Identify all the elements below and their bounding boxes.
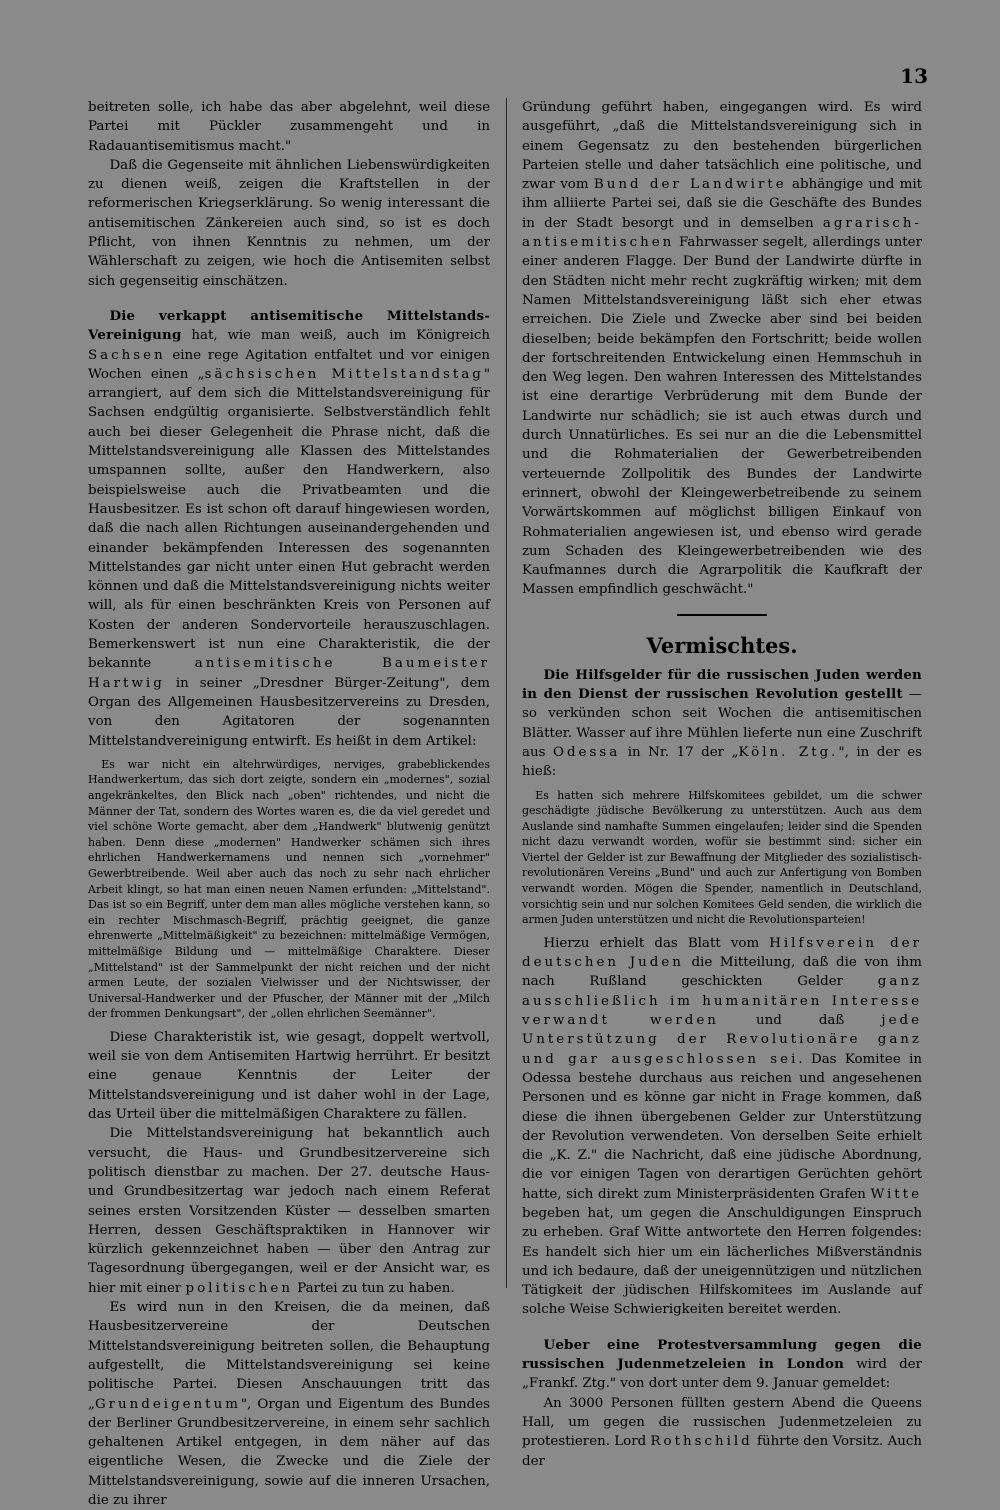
paragraph: Die Hilfsgelder für die russischen Juden werden in den Dienst der russischen Revolution gestellt — so verkünden schon seit Wochen die antisemitischen Blätter. Wasser auf ihre Mühlen lieferte nun eine Zuschrift aus Odessa in Nr. 17 der „Köln. Ztg.", in der es hieß: bbox=[522, 666, 923, 780]
article-heading: Die verkappt antisemitische Mittelstands-Vereinigung bbox=[88, 307, 490, 344]
paragraph: Hierzu erhielt das Blatt vom Hilfsverein der deutschen Juden die Mitteilung, daß die von ihm nach Rußland geschickten Gelder ganz ausschließlich im humanitären Interesse verwandt werden und daß jede Unterstützung der Revolutionäre ganz und gar ausgeschlossen sei. Das Komitee in Odessa bestehe durchaus aus reichen und angesehenen Personen und es könne gar nicht in Frage kommen, daß diese die ihnen übergebenen Gelder zur Unterstützung der Revolution verwendeten. Von derselben Seite erhielt die „K. Z." die Nachricht, daß eine jüdische Abordnung, die vor einigen Tagen von derartigen Gerüchten gehört hatte, sich direkt zum Ministerpräsidenten Grafen Witte begeben hat, um gegen die Anschuldigungen Einspruch zu erheben. Graf Witte antwortete den Herren folgendes: Es handelt sich hier um ein lächerliches Mißverständnis und ich bedaure, daß der uneigennützigen und nützlichen Tätigkeit der jüdischen Hilfskomitees im Auslande auf solche Weise Schwierigkeiten bereitet werden. bbox=[522, 935, 922, 1318]
quoted-excerpt: Es hatten sich mehrere Hilfskomitees gebildet, um die schwer geschädigte jüdische Bevölkerung zu unterstützen. Auch aus dem Auslande sind namhafte Summen eingelaufen; leider sind die Spenden nicht dazu verwandt worden, wofür sie bestimmt sind: sicher ein Viertel der Gelder ist zur Bewaffnung der Mitglieder des sozialistisch-revolutionären Vereins „Bund" und auch zur Anfertigung von Bomben verwandt worden. Mögen die Spender, namentlich in Deutschland, vorsichtig sein und nur solchen Komitees Geld senden, die wirklich die armen Juden unterstützen und nicht die Revolutionsparteien! bbox=[522, 788, 922, 927]
page-number: 13 bbox=[900, 64, 928, 88]
section-title: Vermischtes. bbox=[646, 632, 798, 658]
paragraph: Ueber eine Protestversammlung gegen die russischen Judenmetzeleien in London wird der „Frankf. Ztg." von dort unter dem 9. Januar gemeldet: bbox=[522, 1336, 922, 1392]
paragraph: An 3000 Personen füllten gestern Abend die Queens Hall, um gegen die russischen Judenmetzeleien zu protestieren. Lord Rothschild führte den Vorsitz. Auch der bbox=[522, 1395, 922, 1469]
left-column bbox=[88, 98, 490, 1510]
paragraph: Gründung geführt haben, eingegangen wird. Es wird ausgeführt, „daß die Mittelstandsvereinigung sich in einem Gegensatz zu den bestehenden bürgerlichen Parteien stelle und daher tatsächlich eine politische, und zwar vom Bund der Landwirte abhängige und mit ihm alliierte Partei sei, daß sie die Geschäfte des Bundes in der Stadt besorgt und in demselben agrarisch-antisemitischen Fahrwasser segelt, allerdings unter einer anderen Flagge. Der Bund der Landwirte dürfte in den Städten nicht mehr recht zugkräftig wirken; mit dem Namen Mittelstandsvereinigung läßt sich eher etwas erreichen. Die Ziele und Zwecke aber sind bei beiden dieselben; beide bekämpfen den Fortschritt; beide wollen der fortschreitenden Entwickelung einen Hemmschuh in den Weg legen. Den wahren Interessen des Mittelstandes ist eine derartige Verbrüderung mit dem Bunde der Landwirte nur schädlich; sie ist auch etwas durch und durch Unnatürliches. Es sei nur an die die Lebensmittel und die Rohmaterialien der Gewerbetreibenden verteuernde Zollpolitik des Bundes der Landwirte erinnert, obwohl der Kleingewerbetreibende zu seinem Vorwärtskommen auf möglichst billigen Einkauf von Rohmaterialien angewiesen ist, und ebenso wird gerade zum Schaden des Kleingewerbetreibenden wie des Kaufmannes durch die Agrarpolitik die Kaufkraft der Massen empfindlich geschwächt." bbox=[522, 100, 923, 598]
article-heading: Ueber eine Protestversammlung gegen die russischen Judenmetzeleien in London bbox=[522, 1336, 922, 1373]
paragraph: Die verkappt antisemitische Mittelstands-Vereinigung hat, wie man weiß, auch im Königreich Sachsen eine rege Agitation entfaltet und vor einigen Wochen einen „sächsischen Mittelstandstag" arrangiert, auf dem sich die Mittelstandsvereinigung für Sachsen endgültig organisierte. Selbstverständlich fehlt auch bei dieser Gelegenheit die Phrase nicht, daß die Mittelstandsvereinigung alle Klassen des Mittelstandes umspannen sollte, außer den Handwerkern, also beispielsweise auch die Privatbeamten und die Hausbesitzer. Es ist schon oft darauf hingewiesen worden, daß die nach allen Richtungen auseinandergehenden und einander bekämpfenden Interessen des sogenannten Mittelstandes gar nicht unter einen Hut gebracht werden können und daß die Mittelstandsvereinigung nichts weiter will, als für einen beschränkten Kreis von Personen auf Kosten der anderen Sondervorteile herauszuschlagen. Bemerkenswert ist nun eine Charakteristik, die der bekannte antisemitische Baumeister Hartwig in seiner „Dresdner Bürger-Zeitung", dem Organ des Allgemeinen Hausbesitzervereins zu Dresden, von den Agitatoren der sogenannten Mittelstandvereinigung entwirft. Es heißt in dem Artikel: bbox=[88, 307, 491, 749]
paragraph: Die Mittelstandsvereinigung hat bekanntlich auch versucht, die Haus- und Grundbesitzervereine sich politisch dienstbar zu machen. Der 27. deutsche Haus- und Grundbesitzertag war jedoch nach einem Referat seines ersten Vorsitzenden Küster — desselben smarten Herren, dessen Geschäftspraktiken in Hannover wir kürzlich gekennzeichnet haben — über den Antrag zur Tagesordnung übergegangen, weil er der Ansicht war, es hier mit einer politischen Partei zu tun zu haben. bbox=[88, 1126, 490, 1296]
paragraph: Es wird nun in den Kreisen, die da meinen, daß Hausbesitzervereine der Deutschen Mittelstandsvereinigung beitreten sollen, die Behauptung aufgestellt, die Mittelstandsvereinigung sei keine politische Partei. Diesen Anschauungen tritt das „Grundeigentum", Organ und Eigentum des Bundes der Berliner Grundbesitzervereine, in einem sehr sachlich gehaltenen Artikel entgegen, in dem näher auf das eigentliche Wesen, die Zwecke und die Ziele der Mittelstandsvereinigung, sowie auf die inneren Ursachen, die zu ihrer bbox=[88, 1300, 490, 1509]
right-column bbox=[522, 98, 922, 1471]
paragraph: beitreten solle, ich habe das aber abgelehnt, weil diese Partei mit Pückler zusammengeht und in Radauantisemitismus macht." bbox=[88, 100, 490, 154]
article-heading: Die Hilfsgelder für die russischen Juden werden in den Dienst der russischen Revolution gestellt bbox=[522, 666, 922, 703]
paragraph: Diese Charakteristik ist, wie gesagt, doppelt wertvoll, weil sie von dem Antisemiten Hartwig herrührt. Er besitzt eine genaue Kenntnis der Leiter der Mittelstandsvereinigung und ist daher wohl in der Lage, das Urteil über die mittelmäßigen Charaktere zu fällen. bbox=[88, 1029, 490, 1123]
paragraph: Daß die Gegenseite mit ähnlichen Liebenswürdigkeiten zu dienen weiß, zeigen die Kraftstellen in der reformerischen Kriegserklärung. So wenig interessant die antisemitischen Zänkereien auch sind, so ist es doch Pflicht, von ihnen Kenntnis zu nehmen, um der Wählerschaft zu zeigen, wie hoch die Antisemiten selbst sich gegenseitig einschätzen. bbox=[88, 157, 490, 289]
quoted-excerpt: Es war nicht ein altehrwürdiges, nerviges, grabeblickendes Handwerkertum, das sich dort zeigte, sondern ein „modernes", sozial angekränkeltes, den Blick nach „oben" richtendes, und nicht die Männer der Tat, sondern des Wortes waren es, die da viel geredet und viel schöne Worte gemacht, aber dem „Handwerk" blutwenig genützt haben. Denn diese „modernen" Handwerker schämen sich ihres ehrlichen Handwerkernamens und nennen sich „vornehmer" Gewerbtreibende. Weil aber auch das noch zu sehr nach ehrlicher Arbeit klingt, so hat man einen neuen Namen erfunden: „Mittelstand". Das ist so ein Begriff, unter dem man alles mögliche verstehen kann, so ein rechter Mischmasch-Begriff, prächtig geeignet, die ganze ehrenwerte „Mittelmäßigkeit" zu bezeichnen: mittelmäßige Vermögen, mittelmäßige Bildung und — mittelmäßige Charaktere. Dieser „Mittelstand" ist der Sammelpunkt der nicht reichen und der nicht armen Leute, der sozialen Vielwisser und der Nichtswisser, der Universal-Handwerker und der Pfuscher, der Männer mit der „Milch der frommen Denkungsart", der „ollen ehrlichen Seemänner". bbox=[88, 757, 490, 1021]
column-divider bbox=[506, 98, 507, 1288]
section-divider bbox=[677, 614, 767, 616]
